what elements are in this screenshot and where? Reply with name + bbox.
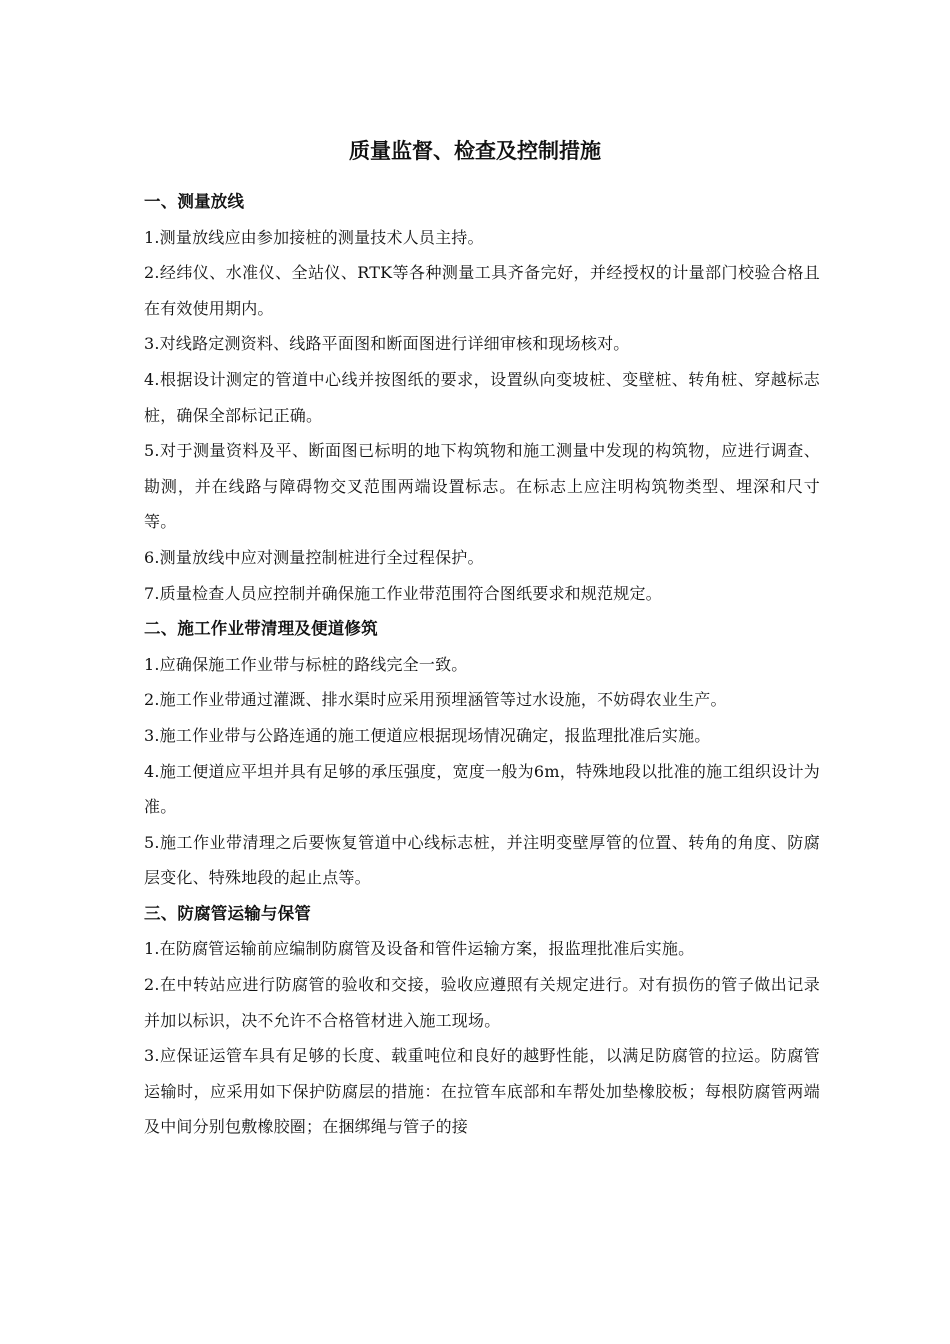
paragraph: 3.对线路定测资料、线路平面图和断面图进行详细审核和现场核对。 xyxy=(144,334,630,354)
paragraph: 5.施工作业带清理之后要恢复管道中心线标志桩，并注明变壁厚管的位置、转角的角度、防腐层变化、特殊地段的起止点等。 xyxy=(144,832,820,888)
paragraph: 4.施工便道应平坦并具有足够的承压强度，宽度一般为6m，特殊地段以批准的施工组织设计为准。 xyxy=(144,761,820,817)
section-heading: 一、测量放线 xyxy=(144,192,245,211)
document-title: 质量监督、检查及控制措施 xyxy=(349,139,601,163)
paragraph: 6.测量放线中应对测量控制桩进行全过程保护。 xyxy=(144,547,484,567)
paragraph: 2.施工作业带通过灌溉、排水渠时应采用预埋涵管等过水设施，不妨碍农业生产。 xyxy=(144,690,727,710)
paragraph: 7.质量检查人员应控制并确保施工作业带范围符合图纸要求和规范规定。 xyxy=(144,583,662,603)
paragraph: 3.应保证运管车具有足够的长度、载重吨位和良好的越野性能，以满足防腐管的拉运。防腐管运输时，应采用如下保护防腐层的措施：在拉管车底部和车帮处加垫橡胶板；每根防腐管两端及中间分别包敷橡胶圈；在捆绑绳与管子的接 xyxy=(144,1046,820,1137)
paragraph: 3.施工作业带与公路连通的施工便道应根据现场情况确定，报监理批准后实施。 xyxy=(144,725,711,745)
section-heading: 三、防腐管运输与保管 xyxy=(144,903,311,923)
paragraph: 1.应确保施工作业带与标桩的路线完全一致。 xyxy=(144,654,468,674)
paragraph: 1.测量放线应由参加接桩的测量技术人员主持。 xyxy=(144,227,484,247)
document-body xyxy=(144,184,820,1145)
paragraph: 2.经纬仪、水准仪、全站仪、RTK等各种测量工具齐备完好，并经授权的计量部门校验合格且在有效使用期内。 xyxy=(144,263,820,318)
paragraph: 1.在防腐管运输前应编制防腐管及设备和管件运输方案，报监理批准后实施。 xyxy=(144,939,695,959)
paragraph: 2.在中转站应进行防腐管的验收和交接，验收应遵照有关规定进行。对有损伤的管子做出记录并加以标识，决不允许不合格管材进入施工现场。 xyxy=(144,975,820,1030)
paragraph: 4.根据设计测定的管道中心线并按图纸的要求，设置纵向变坡桩、变壁桩、转角桩、穿越标志桩，确保全部标记正确。 xyxy=(144,369,820,425)
paragraph: 5.对于测量资料及平、断面图已标明的地下构筑物和施工测量中发现的构筑物，应进行调查、勘测，并在线路与障碍物交叉范围两端设置标志。在标志上应注明构筑物类型、埋深和尺寸等。 xyxy=(144,441,820,532)
section-heading: 二、施工作业带清理及便道修筑 xyxy=(144,619,378,639)
